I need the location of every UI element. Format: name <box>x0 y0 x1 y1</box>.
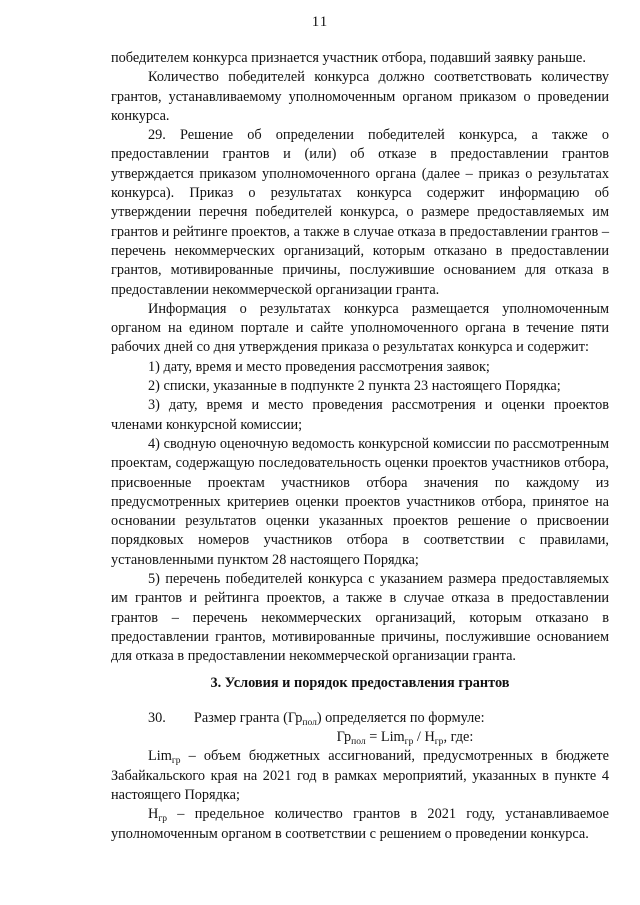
paragraph-item-29: 29. Решение об определении победителей конкурса, а также о предоставлении грантов и (или) об отказе в предоставлении грантов утверждается приказом уполномоченного органа (далее – приказ о результатах конкурса). Приказ о результатах конкурса содержит информацию об утверждении перечня победителей конкурса, о размере предоставляемых им грантов и рейтинге проектов, а также в случае отказа в предоставлении грантов – перечень некоммерческих организаций, которым отказано в предоставлении грантов, мотивированные причины, послужившие основанием для отказа в предоставлении некоммерческой организации гранта. <box>111 127 609 298</box>
item-number: 30. <box>148 709 166 726</box>
paragraph: победителем конкурса признается участник отбора, подавший заявку раньше. <box>111 50 586 66</box>
definition-lim: Lim$_{гр}$ – объем бюджетных ассигнований, предусмотренных в бюджете Забайкальского края на 2021 год в рамках мероприятий, указанных в пункте 4 настоящего Порядка; <box>111 748 609 803</box>
list-item: 3) дату, время и место проведения рассмотрения и оценки проектов членами конкурсной комиссии; <box>111 397 609 433</box>
list-item: 5) перечень победителей конкурса с указанием размера предоставляемых им грантов и рейтинга проектов, а также в случае отказа в предоставлении грантов – перечень некоммерческих организаций, которым отказано в предоставлении грантов, мотивированные причины, послужившие основанием для отказа в предоставлении некоммерческой организации гранта. <box>111 571 609 665</box>
list-item: 1) дату, время и место проведения рассмотрения заявок; <box>148 358 490 375</box>
list-item: 2) списки, указанные в подпункте 2 пункта 23 настоящего Порядка; <box>148 378 561 395</box>
section-heading: 3. Условия и порядок предоставления грантов <box>210 674 510 691</box>
paragraph: Количество победителей конкурса должно соответствовать количеству грантов, устанавливаемому уполномоченным органом приказом о проведении конкурса. <box>111 69 609 124</box>
list-item: 4) сводную оценочную ведомость конкурсной комиссии по рассмотренным проектам, содержащую последовательность оценки проектов участников отбора, присвоенные проектам участников отбора значения по каждому из предусмотренных критериев оценки проектов участников отбора, принятое на основании результатов оценки указанных проектов решение о присвоении порядковых номеров участников отбора в соответствии с правилами, установленными пунктом 28 настоящего Порядка; <box>111 435 609 568</box>
document-body <box>111 49 609 844</box>
page-number: 11 <box>311 14 329 30</box>
paragraph-item-30: 30. Размер гранта $(Гр_{пол})$ определяется по формуле: <box>148 709 485 728</box>
paragraph: Информация о результатах конкурса размещается уполномоченным органом на едином портале и сайте уполномоченного органа в течение пяти рабочих дней со дня утверждения приказа о результатах конкурса и содержит: <box>111 300 609 356</box>
formula: $Гр_{пол} = Lim_{гр} / Н_{гр}$, где: <box>336 729 474 748</box>
definition-n: $Н_{гр}$ – предельное количество грантов в 2021 году, устанавливаемое уполномоченным органом в соответствии с решением о проведении конкурса. <box>111 806 609 842</box>
